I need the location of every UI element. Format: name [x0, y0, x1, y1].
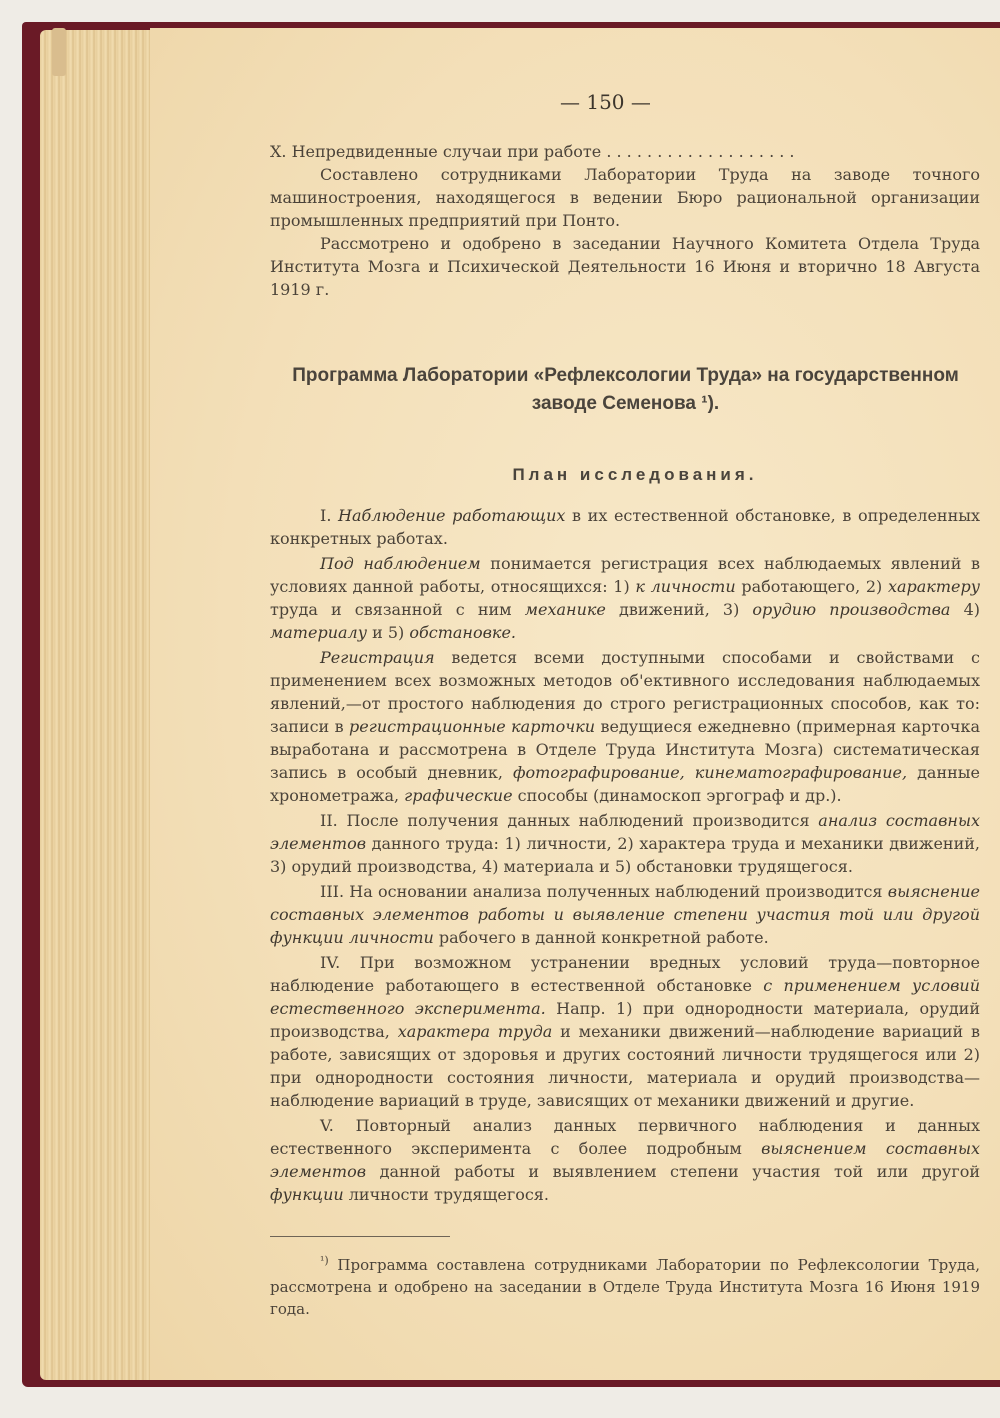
text-run: и механики движений—наблюдение вариаций в работе, зависящих от здоровья и других состояний личности трудящегося или 2) при однородности состояния личности, материала и орудий производства—наблюдение вариаций в труде, зависящих от механики движений и другие.: [270, 1022, 981, 1110]
pre-section: [270, 140, 980, 301]
plan-subheading: План исследования.: [512, 465, 758, 484]
text-run: ведется всеми доступными способами и свойствами с применением всех возможных методов об'ективного исследования наблюдаемых явлений,—от простого наблюдения до строго регистрационных способов, как то: записи в: [270, 648, 980, 736]
emphasis: материалу: [270, 623, 367, 642]
page-edges: [40, 30, 152, 1380]
emphasis: Наблюдение работающих: [338, 506, 566, 525]
emphasis: регистрационные карточки: [349, 717, 596, 736]
section-2: [270, 809, 980, 878]
emphasis: фотографирование, кинематографирование,: [512, 763, 908, 782]
text-run: работающего, 2): [735, 577, 888, 596]
item-x: X. Непредвиденные случаи при работе . . . . . . . . . . . . . . . . . . .: [270, 142, 795, 161]
text-run: понимается регистрация всех наблюдаемых явлений в условиях данной работы, относящихся: 1): [270, 554, 980, 596]
text-run: Напр. 1) при однородности материала, орудий производства,: [270, 999, 980, 1041]
emphasis: характеру: [887, 577, 980, 596]
emphasis: к личности: [635, 577, 736, 596]
bookmark-ribbon: [52, 28, 66, 76]
emphasis: выяснение составных элементов работы и выявление степени участия той или другой функции личности: [270, 882, 980, 947]
emphasis: с применением условий естественного эксперимента.: [270, 976, 980, 1018]
emphasis: графические: [404, 786, 513, 805]
text-run: рабочего в данной конкретной работе.: [433, 928, 769, 947]
footnote-text: Программа составлена сотрудниками Лаборатории по Рефлексологии Труда, рассмотрена и одобрено на заседании в Отделе Труда Института Мозга 16 Июня 1919 года.: [270, 1256, 980, 1318]
text-run: данного труда: 1) личности, 2) характера труда и механики движений, 3) орудий производства, 4) материала и 5) обстановки трудящегося.: [270, 834, 980, 876]
text-run: 4): [950, 600, 981, 619]
emphasis: обстановке.: [409, 623, 517, 642]
emphasis: выяснением составных элементов: [270, 1139, 980, 1181]
footnote-paragraph: [270, 1250, 980, 1320]
text-run: труда и связанной с ним: [270, 600, 525, 619]
program-heading: Программа Лаборатории «Рефлексологии Труда» на государственном заводе Семенова ¹).: [292, 365, 959, 414]
footnote-mark: ¹): [320, 1254, 329, 1267]
approved-paragraph: Рассмотрено и одобрено в заседании Научного Комитета Отдела Труда Института Мозга и Психической Деятельности 16 Июня и вторично 18 Августа 1919 г.: [270, 234, 980, 299]
plan-body: [270, 504, 980, 1208]
section-1-registration: [270, 646, 980, 807]
text-run: данной работы и выявлением степени участия той или другой: [366, 1162, 980, 1181]
section-1-observation: [270, 552, 980, 644]
text-run: движений, 3): [605, 600, 753, 619]
text-run: способы (динамоскоп эргограф и др.).: [512, 786, 842, 805]
text-run: IV. При возможном устранении вредных условий труда—повторное наблюдение работающего в естественной обстановке: [270, 953, 980, 995]
page-number: — 150 —: [560, 90, 651, 114]
text-run: личности трудящегося.: [343, 1185, 549, 1204]
text-run: V. Повторный анализ данных первичного наблюдения и данных естественного эксперимента с более подробным: [270, 1116, 980, 1158]
text-run: в их естественной обстановке, в определенных конкретных работах.: [270, 506, 981, 548]
emphasis: Регистрация: [320, 648, 435, 667]
text-run: и 5): [367, 623, 410, 642]
text-run: данные хронометража,: [270, 763, 980, 805]
emphasis: функции: [270, 1185, 344, 1204]
section-4: [270, 951, 980, 1112]
text-run: III. На основании анализа полученных наблюдений производится: [320, 882, 888, 901]
footnote: [270, 1250, 980, 1320]
section-1: [270, 504, 980, 550]
emphasis: орудию производства: [752, 600, 951, 619]
section-number: I.: [320, 506, 332, 525]
emphasis: механике: [524, 600, 606, 619]
composed-by-paragraph: Составлено сотрудниками Лаборатории Труда на заводе точного машиностроения, находящегося в ведении Бюро рациональной организации промышленных предприятий при Понто.: [270, 165, 980, 230]
emphasis: Под наблюдением: [320, 554, 481, 573]
text-run: ведущиеся ежедневно (примерная карточка выработана и рассмотрена в Отделе Труда Института Мозга) систематическая запись в особый дневник,: [270, 717, 981, 782]
book-page: [150, 28, 1000, 1380]
emphasis: анализ составных элементов: [270, 811, 981, 853]
footnote-divider: [270, 1236, 450, 1237]
section-5: [270, 1114, 980, 1206]
emphasis: характера труда: [397, 1022, 553, 1041]
section-3: [270, 880, 980, 949]
text-run: II. После получения данных наблюдений производится: [320, 811, 819, 830]
